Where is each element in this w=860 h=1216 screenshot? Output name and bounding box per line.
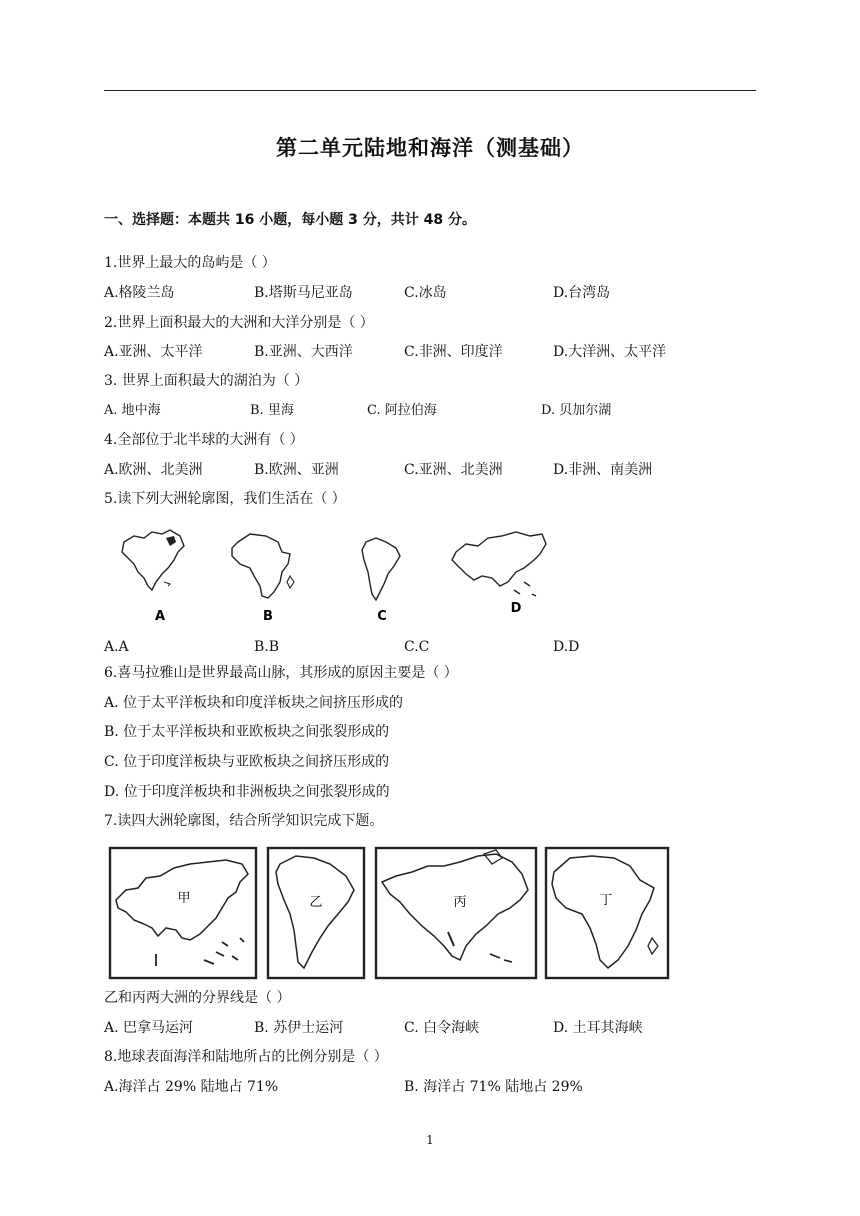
question-7-stem: 7.读四大洲轮廓图，结合所学知识完成下题。 <box>104 813 384 829</box>
map-south-america <box>362 538 400 624</box>
question-6-option-d: D. 位于印度洋板块和非洲板块之间张裂形成的 <box>104 784 390 800</box>
question-6-option-a: A. 位于太平洋板块和印度洋板块之间挤压形成的 <box>104 695 404 711</box>
question-3-option-c: C. 阿拉伯海 <box>367 403 437 418</box>
continent-outline-figure-1 <box>104 524 564 624</box>
question-8-stem: 8.地球表面海洋和陆地所占的比例分别是（ ） <box>104 1049 388 1065</box>
map-label-c: C <box>377 609 387 624</box>
question-7-option-a: A. 巴拿马运河 <box>104 1020 194 1036</box>
question-2-stem: 2.世界上面积最大的大洲和大洋分别是（ ） <box>104 315 374 331</box>
map-bing-north-america <box>376 848 536 978</box>
question-1-option-c: C.冰岛 <box>404 285 447 301</box>
question-8-option-b: B. 海洋占 71% 陆地占 29% <box>404 1079 583 1095</box>
question-2-option-b: B.亚洲、大西洋 <box>254 344 353 360</box>
question-1-option-a: A.格陵兰岛 <box>104 285 175 301</box>
question-5-stem: 5.读下列大洲轮廓图，我们生活在（ ） <box>104 491 346 507</box>
question-2-option-a: A.亚洲、太平洋 <box>104 344 203 360</box>
question-2-option-d: D.大洋洲、太平洋 <box>553 344 667 360</box>
question-6-option-c: C. 位于印度洋板块与亚欧板块之间挤压形成的 <box>104 754 390 770</box>
question-4-option-b: B.欧洲、亚洲 <box>254 462 339 478</box>
page-number: 1 <box>426 1133 434 1147</box>
map-label-ding: 丁 <box>599 893 613 908</box>
map-north-america <box>122 530 184 624</box>
map-label-yi: 乙 <box>309 895 323 910</box>
map-label-jia: 甲 <box>177 891 191 906</box>
map-label-b: B <box>263 609 273 624</box>
section-heading: 一、选择题：本题共 16 小题，每小题 3 分，共计 48 分。 <box>104 212 476 228</box>
question-6-stem: 6.喜马拉雅山是世界最高山脉，其形成的原因主要是（ ） <box>104 665 458 681</box>
question-7-option-d: D. 土耳其海峡 <box>553 1020 643 1036</box>
question-3-stem: 3. 世界上面积最大的湖泊为（ ） <box>104 373 309 389</box>
question-7-sub-stem: 乙和丙两大洲的分界线是（ ） <box>104 990 291 1006</box>
question-6-option-b: B. 位于太平洋板块和亚欧板块之间张裂形成的 <box>104 724 390 740</box>
question-4-option-c: C.亚洲、北美洲 <box>404 462 503 478</box>
question-5-option-c: C.C <box>404 639 430 655</box>
header-rule <box>104 90 756 91</box>
question-1-option-d: D.台湾岛 <box>553 285 611 301</box>
question-7-option-b: B. 苏伊士运河 <box>254 1020 344 1036</box>
question-2-option-c: C.非洲、印度洋 <box>404 344 503 360</box>
page-title: 第二单元陆地和海洋（测基础） <box>276 136 584 160</box>
question-8-option-a: A.海洋占 29% 陆地占 71% <box>104 1079 279 1095</box>
question-3-option-a: A. 地中海 <box>104 403 161 418</box>
question-1-stem: 1.世界上最大的岛屿是（ ） <box>104 255 276 271</box>
question-3-option-d: D. 贝加尔湖 <box>541 403 612 418</box>
continent-outline-figure-2 <box>104 842 670 984</box>
question-4-stem: 4.全部位于北半球的大洲有（ ） <box>104 432 304 448</box>
map-asia <box>452 532 546 616</box>
question-3-option-b: B. 里海 <box>250 403 294 418</box>
map-label-bing: 丙 <box>453 895 467 910</box>
question-4-option-a: A.欧洲、北美洲 <box>104 462 203 478</box>
question-5-option-d: D.D <box>553 639 580 655</box>
question-1-option-b: B.塔斯马尼亚岛 <box>254 285 353 301</box>
map-yi-south-america <box>268 848 364 978</box>
map-jia-asia <box>110 848 256 978</box>
question-5-option-a: A.A <box>104 639 129 655</box>
map-label-d: D <box>510 601 522 616</box>
question-5-option-b: B.B <box>254 639 280 655</box>
map-ding-africa <box>546 848 668 978</box>
question-4-option-d: D.非洲、南美洲 <box>553 462 653 478</box>
map-africa <box>232 534 294 624</box>
map-label-a: A <box>154 609 166 624</box>
question-7-option-c: C. 白令海峡 <box>404 1020 480 1036</box>
